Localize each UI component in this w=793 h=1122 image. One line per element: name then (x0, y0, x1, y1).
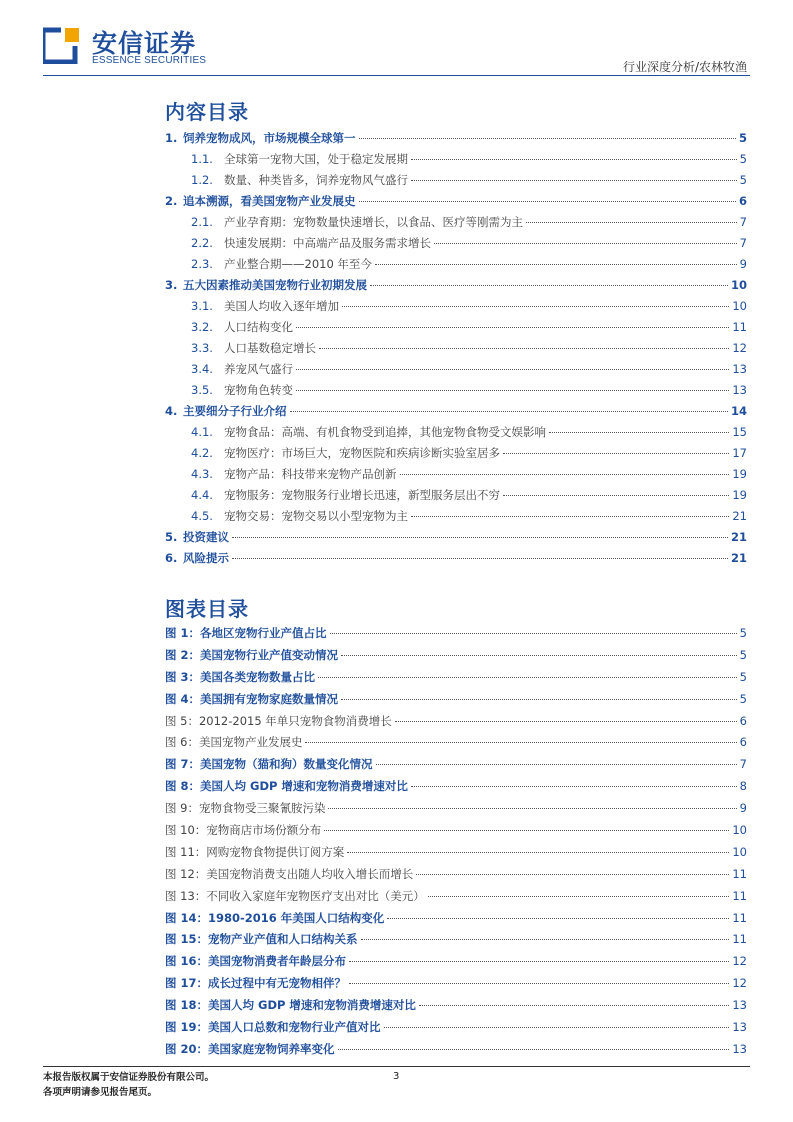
figure-entry-page: 11 (732, 866, 747, 881)
figures-title: 图表目录 (165, 597, 249, 621)
toc-entry[interactable] (165, 193, 747, 214)
toc-entry-page: 10 (732, 299, 747, 313)
toc-entry-page: 21 (730, 530, 747, 544)
figure-entry-title: 图 5：2012-2015 年单只宠物食物消费增长 (165, 713, 392, 728)
dot-leader (328, 808, 736, 809)
figure-entry-page: 6 (739, 735, 747, 750)
dot-leader (232, 537, 728, 538)
dot-leader (232, 558, 728, 559)
dot-leader (419, 1005, 729, 1006)
figure-entry[interactable] (165, 669, 747, 691)
figure-entry-page: 6 (739, 713, 747, 728)
toc-entry[interactable] (165, 382, 747, 403)
figure-entry-title: 图 4：美国拥有宠物家庭数量情况 (165, 691, 339, 706)
dot-leader (330, 633, 737, 634)
figure-entry[interactable] (165, 1019, 747, 1041)
toc-entry-number: 1.2. (191, 173, 213, 187)
toc-entry-number: 3.4. (191, 362, 213, 376)
figure-entry-page: 11 (732, 932, 747, 947)
figure-entry-page: 10 (732, 844, 747, 859)
figure-entry-page: 7 (739, 757, 747, 772)
figure-entry-title: 图 7：美国宠物（猫和狗）数量变化情况 (165, 757, 373, 772)
figure-entry-page: 13 (732, 998, 747, 1013)
figure-entry-title: 图 2：美国宠物行业产值变动情况 (165, 647, 339, 662)
toc-entry-number: 4.4. (191, 488, 213, 502)
figure-entry-page: 5 (739, 647, 747, 662)
toc-entry-page: 19 (732, 467, 747, 481)
figure-entry-title: 图 1：各地区宠物行业产值占比 (165, 626, 327, 640)
toc-entry-number: 5. (165, 530, 178, 544)
figure-entry[interactable] (165, 888, 747, 910)
toc-entry-page: 5 (738, 131, 747, 145)
toc-entry-title: 产业孕育期：宠物数量快速增长，以食品、医疗等刚需为主 (224, 215, 523, 229)
toc-entry-page: 13 (732, 362, 747, 376)
figure-entry-title: 图 11：网购宠物食物提供订阅方案 (165, 844, 345, 859)
footer-disclaimer (43, 1070, 214, 1100)
dot-leader (434, 243, 737, 244)
figure-entry-page: 13 (732, 1020, 747, 1035)
toc-entry-title: 饲养宠物成风，市场规模全球第一 (183, 131, 356, 145)
figure-entry[interactable] (165, 691, 747, 713)
figure-entry-page: 13 (732, 1041, 747, 1056)
dot-leader (428, 896, 730, 897)
toc-entry-page: 12 (732, 341, 747, 355)
toc-entry-number: 1. (165, 131, 178, 145)
toc-entry-number: 4.2. (191, 446, 213, 460)
toc-entry-page: 5 (739, 152, 747, 166)
dot-leader (400, 474, 730, 475)
toc-entry-title: 五大因素推动美国宠物行业初期发展 (183, 278, 367, 292)
toc-entry-number: 2.2. (191, 236, 213, 250)
toc-entry-title: 数量、种类皆多，饲养宠物风气盛行 (224, 173, 408, 187)
toc-entry-title: 宠物角色转变 (224, 383, 293, 397)
figure-entry-page: 5 (739, 669, 747, 684)
figure-entry-title: 图 3：美国各类宠物数量占比 (165, 669, 316, 684)
figure-entry-title: 图 8：美国人均 GDP 增速和宠物消费增速对比 (165, 779, 408, 794)
list-of-figures (165, 625, 747, 1063)
toc-entry-page: 7 (739, 236, 747, 250)
dot-leader (349, 961, 729, 962)
report-type: 行业深度分析/农林牧渔 (622, 60, 747, 74)
toc-entry-title: 全球第一宠物大国，处于稳定发展期 (224, 152, 408, 166)
toc-entry-number: 3.5. (191, 383, 213, 397)
toc-entry-title: 宠物交易：宠物交易以小型宠物为主 (224, 509, 408, 523)
toc-entry-number: 3.3. (191, 341, 213, 355)
figure-entry-title: 图 12：美国宠物消费支出随人均收入增长而增长 (165, 866, 414, 881)
toc-entry[interactable] (165, 361, 747, 382)
page-header (0, 0, 793, 80)
figure-entry[interactable] (165, 844, 747, 866)
figure-entry-title: 图 13：不同收入家庭年宠物医疗支出对比（美元） (165, 888, 425, 903)
figure-entry[interactable] (165, 953, 747, 975)
footer-notice: 各项声明请参见报告尾页。 (43, 1087, 158, 1098)
toc-entry-title: 主要细分子行业介绍 (183, 404, 287, 418)
toc-entry[interactable] (165, 403, 747, 424)
figure-entry-title: 图 14：1980-2016 年美国人口结构变化 (165, 910, 385, 925)
dot-leader (526, 222, 737, 223)
page-number: 3 (393, 1071, 400, 1082)
dot-leader (411, 159, 737, 160)
toc-entry-number: 2.3. (191, 257, 213, 271)
toc-entry-page: 7 (739, 215, 747, 229)
company-name-cn: 安信证券 (92, 29, 197, 58)
dot-leader (387, 918, 729, 919)
figure-entry[interactable] (165, 1041, 747, 1063)
figure-entry-title: 图 19：美国人口总数和宠物行业产值对比 (165, 1020, 381, 1035)
toc-entry[interactable] (165, 466, 747, 487)
figure-entry[interactable] (165, 822, 747, 844)
toc-entry-number: 2. (165, 194, 178, 208)
table-of-contents (165, 130, 747, 571)
footer-copyright: 本报告版权属于安信证券股份有限公司。 (43, 1072, 215, 1083)
toc-entry-number: 1.1. (191, 152, 213, 166)
dot-leader (359, 138, 736, 139)
figure-entry-page: 9 (739, 801, 747, 816)
toc-entry[interactable] (165, 172, 747, 193)
toc-entry-page: 5 (739, 173, 747, 187)
dot-leader (549, 432, 729, 433)
dot-leader (305, 742, 736, 743)
toc-entry-page: 10 (730, 278, 747, 292)
figure-entry-page: 12 (732, 954, 747, 969)
figure-entry-title: 图 18：美国人均 GDP 增速和宠物消费增速对比 (165, 998, 416, 1013)
toc-entry-page: 13 (732, 383, 747, 397)
toc-entry[interactable] (165, 445, 747, 466)
toc-title: 内容目录 (165, 100, 249, 124)
toc-entry-title: 人口基数稳定增长 (224, 341, 316, 355)
dot-leader (411, 180, 737, 181)
toc-entry-number: 4.5. (191, 509, 213, 523)
dot-leader (361, 939, 730, 940)
figure-entry[interactable] (165, 734, 747, 756)
toc-entry-title: 追本溯源，看美国宠物产业发展史 (183, 194, 356, 208)
toc-entry[interactable] (165, 424, 747, 445)
dot-leader (384, 1027, 730, 1028)
toc-entry-page: 9 (739, 257, 747, 271)
figure-entry[interactable] (165, 778, 747, 800)
dot-leader (296, 369, 729, 370)
toc-entry-title: 投资建议 (183, 530, 229, 544)
toc-entry-number: 6. (165, 551, 178, 565)
toc-entry-number: 3.1. (191, 299, 213, 313)
dot-leader (319, 348, 729, 349)
dot-leader (341, 699, 737, 700)
toc-entry[interactable] (165, 529, 747, 550)
toc-entry-page: 15 (732, 425, 747, 439)
toc-entry[interactable] (165, 340, 747, 361)
dot-leader (416, 874, 729, 875)
dot-leader (375, 264, 737, 265)
figure-entry-title: 图 9：宠物食物受三聚氰胺污染 (165, 801, 326, 816)
toc-entry-page: 6 (738, 194, 747, 208)
toc-entry-title: 风险提示 (183, 551, 229, 565)
toc-entry[interactable] (165, 319, 747, 340)
figure-entry[interactable] (165, 866, 747, 888)
dot-leader (347, 852, 729, 853)
figure-entry[interactable] (165, 756, 747, 778)
toc-entry[interactable] (165, 214, 747, 235)
dot-leader (411, 516, 729, 517)
toc-entry[interactable] (165, 151, 747, 172)
dot-leader (503, 495, 729, 496)
toc-entry-number: 4. (165, 404, 178, 418)
figure-entry-title: 图 10：宠物商店市场份额分布 (165, 823, 322, 838)
figure-entry[interactable] (165, 997, 747, 1019)
dot-leader (341, 655, 737, 656)
dot-leader (503, 453, 729, 454)
dot-leader (296, 327, 729, 328)
figure-entry-page: 5 (739, 691, 747, 706)
dot-leader (290, 411, 728, 412)
dot-leader (296, 390, 729, 391)
dot-leader (349, 983, 729, 984)
header-divider (43, 75, 750, 76)
figure-entry-title: 图 20：美国家庭宠物饲养率变化 (165, 1041, 335, 1056)
toc-entry[interactable] (165, 487, 747, 508)
toc-entry-number: 4.1. (191, 425, 213, 439)
figure-entry-title: 图 6：美国宠物产业发展史 (165, 735, 303, 750)
figure-entry-page: 5 (739, 626, 747, 640)
figure-entry[interactable] (165, 931, 747, 953)
toc-entry[interactable] (165, 130, 747, 151)
figure-entry-page: 8 (739, 779, 747, 794)
toc-entry[interactable] (165, 277, 747, 298)
dot-leader (338, 1049, 730, 1050)
figure-entry[interactable] (165, 713, 747, 735)
toc-entry-title: 宠物产品：科技带来宠物产品创新 (224, 467, 397, 481)
toc-entry-title: 养宠风气盛行 (224, 362, 293, 376)
dot-leader (342, 306, 729, 307)
figure-entry[interactable] (165, 975, 747, 997)
dot-leader (376, 764, 737, 765)
company-name-en: ESSENCE SECURITIES (92, 55, 207, 66)
figure-entry-page: 11 (732, 888, 747, 903)
toc-entry-page: 19 (732, 488, 747, 502)
toc-entry[interactable] (165, 508, 747, 529)
figure-entry-title: 图 16：美国宠物消费者年龄层分布 (165, 954, 347, 969)
toc-entry-page: 17 (732, 446, 747, 460)
toc-entry-title: 快速发展期：中高端产品及服务需求增长 (224, 236, 431, 250)
toc-entry-page: 21 (732, 509, 747, 523)
toc-entry-title: 人口结构变化 (224, 320, 293, 334)
figure-entry-title: 图 15：宠物产业产值和人口结构关系 (165, 932, 358, 947)
figure-entry-title: 图 17：成长过程中有无宠物相伴？ (165, 976, 347, 991)
toc-entry-title: 产业整合期——2010 年至今 (224, 257, 372, 271)
footer-divider (43, 1066, 750, 1067)
toc-entry-title: 宠物服务：宠物服务行业增长迅速，新型服务层出不穷 (224, 488, 500, 502)
figure-entry[interactable] (165, 625, 747, 647)
toc-entry-number: 3.2. (191, 320, 213, 334)
dot-leader (370, 285, 728, 286)
figure-entry-page: 10 (732, 823, 747, 838)
toc-entry-title: 美国人均收入逐年增加 (224, 299, 339, 313)
toc-entry-number: 2.1. (191, 215, 213, 229)
toc-entry[interactable] (165, 256, 747, 277)
toc-entry[interactable] (165, 550, 747, 571)
toc-entry-title: 宠物食品：高端、有机食物受到追捧，其他宠物食物受文娱影响 (224, 425, 546, 439)
toc-entry-page: 21 (730, 551, 747, 565)
figure-entry[interactable] (165, 647, 747, 669)
dot-leader (318, 677, 737, 678)
toc-entry-page: 14 (730, 404, 747, 418)
dot-leader (324, 830, 729, 831)
dot-leader (359, 201, 736, 202)
figure-entry[interactable] (165, 910, 747, 932)
figure-entry[interactable] (165, 800, 747, 822)
dot-leader (395, 721, 737, 722)
figure-entry-page: 11 (732, 910, 747, 925)
toc-entry-page: 11 (732, 320, 747, 334)
essence-logo-icon (43, 26, 81, 64)
toc-entry-title: 宠物医疗：市场巨大，宠物医院和疾病诊断实验室居多 (224, 446, 500, 460)
toc-entry[interactable] (165, 298, 747, 319)
toc-entry[interactable] (165, 235, 747, 256)
toc-entry-number: 3. (165, 278, 178, 292)
figure-entry-page: 12 (732, 976, 747, 991)
toc-entry-number: 4.3. (191, 467, 213, 481)
dot-leader (411, 786, 737, 787)
